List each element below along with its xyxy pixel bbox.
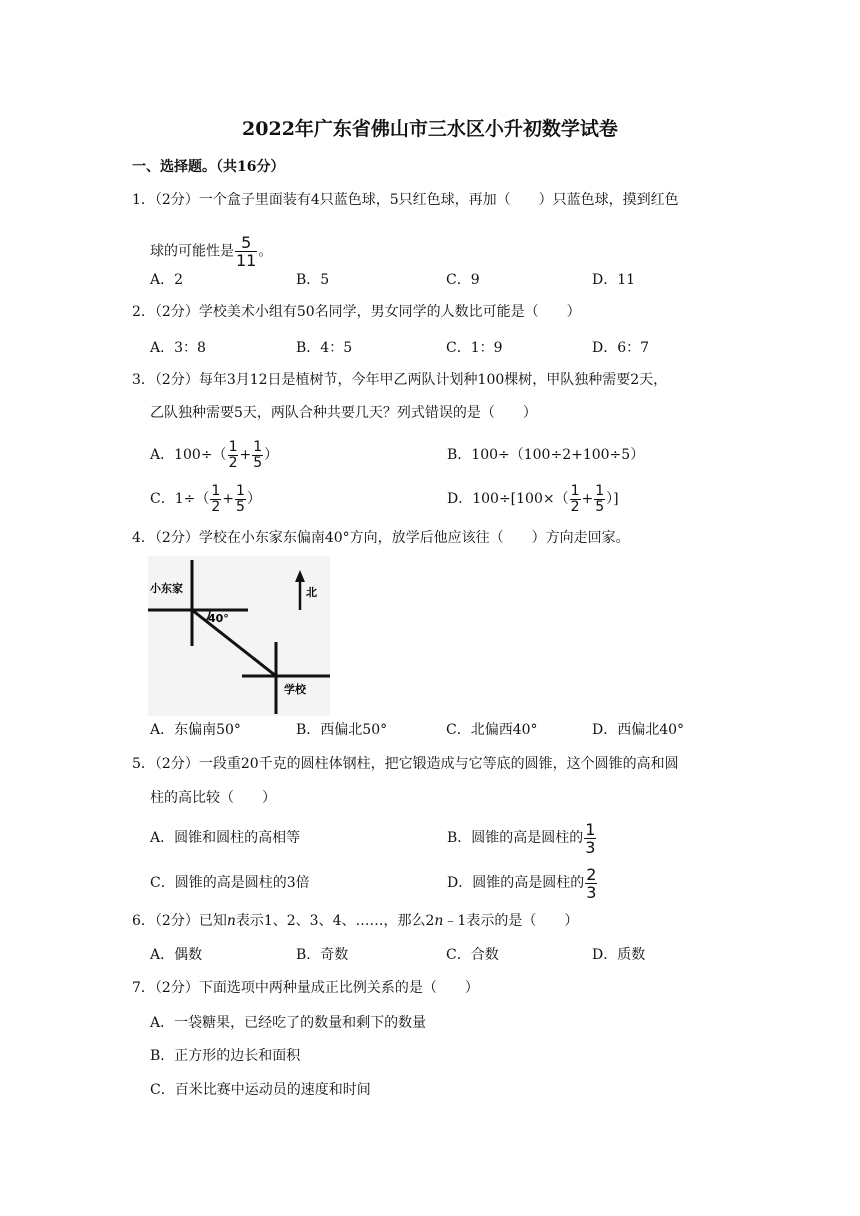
- diagram-north-label: 北: [306, 586, 317, 599]
- fraction: [228, 440, 239, 471]
- q1-option-c: C．9: [446, 272, 480, 288]
- fraction: [252, 440, 263, 471]
- plus-sign: +: [581, 491, 594, 507]
- q1-option-d: D．11: [592, 272, 636, 288]
- fraction-denominator: 5: [236, 498, 245, 515]
- fraction-denominator: 5: [253, 454, 263, 471]
- close-paren: ）: [264, 447, 279, 463]
- q6-stem: [132, 911, 578, 931]
- fraction-denominator: 2: [570, 498, 580, 515]
- fraction: [584, 821, 596, 856]
- q4-option-a: A．东偏南50°: [150, 722, 241, 738]
- q3-option-c: [150, 482, 261, 516]
- option-prefix: C．1÷（: [150, 491, 210, 507]
- q6-option-c: C．合数: [446, 947, 499, 963]
- q2-stem: 2．（2分）学校美术小组有50名同学，男女同学的人数比可能是（ ）: [132, 304, 581, 320]
- direction-diagram: [148, 556, 330, 716]
- q3-option-a: [150, 438, 278, 472]
- plus-sign: +: [239, 447, 252, 463]
- exam-title: 2022年广东省佛山市三水区小升初数学试卷: [242, 118, 618, 140]
- fraction-denominator: 3: [585, 837, 596, 857]
- q7-option-c: C．百米比赛中运动员的速度和时间: [150, 1082, 371, 1098]
- q1-fraction: [235, 234, 257, 269]
- q1-stem-line1: 1．（2分）一个盒子里面装有4只蓝色球，5只红色球，再加（ ）只蓝色球，摸到红色: [132, 192, 679, 208]
- q4-option-c: C．北偏西40°: [446, 722, 538, 738]
- q2-option-c: C．1：9: [446, 340, 503, 356]
- fraction-numerator: 1: [253, 438, 263, 455]
- q5-option-c: C．圆锥的高是圆柱的3倍: [150, 875, 310, 891]
- fraction-denominator: 2: [211, 498, 221, 515]
- q2-option-b: B．4：5: [296, 340, 353, 356]
- q4-stem: 4．（2分）学校在小东家东偏南40°方向，放学后他应该往（ ）方向走回家。: [132, 530, 630, 546]
- q5-stem-line1: 5．（2分）一段重20千克的圆柱体钢柱，把它锻造成与它等底的圆锥，这个圆锥的高和圆: [132, 756, 679, 772]
- diagram-home-label: 小东家: [150, 582, 183, 595]
- option-suffix: ）]: [606, 491, 619, 507]
- diagram-angle-label: 40°: [208, 612, 229, 625]
- q6-option-b: B．奇数: [296, 947, 349, 963]
- q5-stem-line2: 柱的高比较（ ）: [150, 790, 276, 806]
- fraction-numerator: 1: [595, 482, 605, 499]
- q1-option-a: A．2: [150, 272, 184, 288]
- fraction-numerator: 1: [570, 482, 580, 499]
- q3-stem-line2: 乙队独种需要5天，两队合种共要几天？列式错误的是（ ）: [150, 405, 537, 421]
- option-prefix: B．圆锥的高是圆柱的: [447, 830, 584, 846]
- q1-stem-line2: [150, 233, 273, 270]
- q5-option-d: [447, 863, 598, 903]
- fraction: [594, 484, 605, 515]
- diagram-school-label: 学校: [284, 683, 306, 696]
- q7-stem: 7．（2分）下面选项中两种量成正比例关系的是（ ）: [132, 980, 479, 996]
- q6-stem-pre: 6．（2分）已知: [132, 913, 227, 929]
- q6-option-d: D．质数: [592, 947, 646, 963]
- q3-option-d: [447, 482, 619, 516]
- q1-stem-end: 。: [258, 243, 273, 260]
- q4-option-b: B．西偏北50°: [296, 722, 388, 738]
- q6-stem-mid: 表示1、2、3、4、……，那么2: [235, 913, 435, 929]
- q5-option-a: A．圆锥和圆柱的高相等: [150, 830, 301, 846]
- option-prefix: D．100÷[100×（: [447, 491, 569, 507]
- fraction: [585, 866, 597, 901]
- fraction: [210, 484, 221, 515]
- q3-stem-line1: 3．（2分）每年3月12日是植树节，今年甲乙两队计划种100棵树，甲队独种需要2天，: [132, 372, 668, 388]
- q5-option-b: [447, 818, 597, 858]
- fraction-numerator: 1: [211, 482, 221, 499]
- fraction-denominator: 3: [586, 882, 597, 902]
- q7-option-b: B．正方形的边长和面积: [150, 1048, 301, 1064]
- option-prefix: A．100÷（: [150, 447, 227, 463]
- fraction-numerator: 5: [241, 233, 252, 252]
- variable-n: n: [226, 913, 236, 929]
- fraction-denominator: 2: [228, 454, 238, 471]
- fraction-numerator: 1: [585, 819, 596, 839]
- q6-option-a: A．偶数: [150, 947, 203, 963]
- option-prefix: D．圆锥的高是圆柱的: [447, 875, 585, 891]
- close-paren: ）: [246, 491, 261, 507]
- fraction-denominator: 5: [595, 498, 605, 515]
- plus-sign: +: [222, 491, 235, 507]
- q7-option-a: A．一袋糖果，已经吃了的数量和剩下的数量: [150, 1015, 427, 1031]
- fraction-numerator: 2: [586, 864, 597, 884]
- q6-stem-post: ﹣1表示的是（ ）: [443, 913, 579, 929]
- q3-option-b: B．100÷（100÷2+100÷5）: [447, 447, 645, 463]
- section-heading: 一、选择题。（共16分）: [132, 159, 285, 175]
- fraction-numerator: 1: [228, 438, 238, 455]
- q1-option-b: B．5: [296, 272, 330, 288]
- q4-option-d: D．西偏北40°: [592, 722, 685, 738]
- q1-stem-text: 球的可能性是: [150, 243, 234, 260]
- fraction-denominator: 11: [236, 251, 257, 270]
- q2-option-d: D．6：7: [592, 340, 650, 356]
- fraction-numerator: 1: [236, 482, 245, 499]
- fraction: [570, 484, 581, 515]
- fraction: [235, 484, 246, 515]
- variable-n: n: [434, 913, 444, 929]
- q2-option-a: A．3：8: [150, 340, 206, 356]
